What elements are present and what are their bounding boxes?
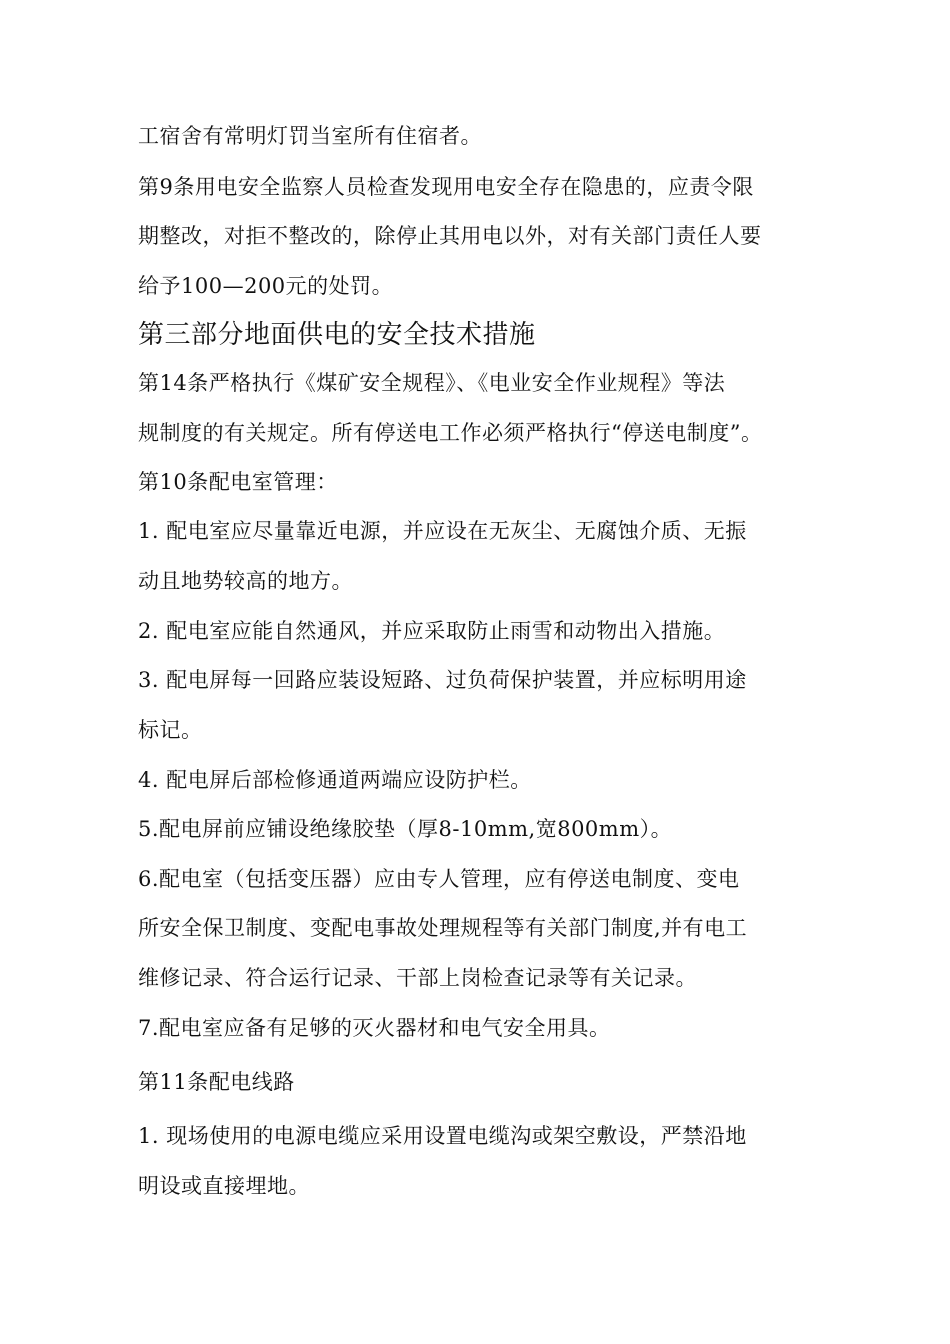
list-item: 7.配电室应备有足够的灭火器材和电气安全用具。 bbox=[138, 1016, 611, 1040]
list-item: 1. 配电室应尽量靠近电源，并应设在无灰尘、无腐蚀介质、无振 bbox=[138, 519, 747, 543]
text-line: 第10条配电室管理： bbox=[138, 470, 338, 494]
text-line: 第14条严格执行《煤矿安全规程》、《电业安全作业规程》等法 bbox=[138, 371, 726, 395]
text-line: 规制度的有关规定。所有停送电工作必须严格执行“停送电制度”。 bbox=[138, 421, 763, 445]
text-line: 期整改，对拒不整改的，除停止其用电以外，对有关部门责任人要 bbox=[138, 224, 762, 248]
text-line: 给予100—200元的处罚。 bbox=[138, 274, 394, 298]
text-line: 维修记录、符合运行记录、干部上岗检查记录等有关记录。 bbox=[138, 966, 697, 990]
list-item: 6.配电室（包括变压器）应由专人管理，应有停送电制度、变电 bbox=[138, 867, 740, 891]
list-item: 5.配电屏前应铺设绝缘胶垫（厚8-10mm,宽800mm）。 bbox=[138, 817, 673, 841]
text-line: 第9条用电安全监察人员检查发现用电安全存在隐患的，应责令限 bbox=[138, 175, 754, 199]
text-line: 所安全保卫制度、变配电事故处理规程等有关部门制度,并有电工 bbox=[138, 916, 748, 940]
text-line: 第11条配电线路 bbox=[138, 1070, 295, 1094]
section-heading: 第三部分地面供电的安全技术措施 bbox=[138, 320, 536, 350]
list-item: 1. 现场使用的电源电缆应采用设置电缆沟或架空敷设，严禁沿地 bbox=[138, 1124, 747, 1148]
text-line: 动且地势较高的地方。 bbox=[138, 569, 353, 593]
list-item: 3. 配电屏每一回路应装设短路、过负荷保护装置，并应标明用途 bbox=[138, 668, 747, 692]
list-item: 4. 配电屏后部检修通道两端应设防护栏。 bbox=[138, 768, 532, 792]
text-line: 标记。 bbox=[138, 718, 203, 742]
list-item: 2. 配电室应能自然通风，并应采取防止雨雪和动物出入措施。 bbox=[138, 619, 726, 643]
text-line: 工宿舍有常明灯罚当室所有住宿者。 bbox=[138, 124, 482, 148]
text-line: 明设或直接埋地。 bbox=[138, 1174, 310, 1198]
